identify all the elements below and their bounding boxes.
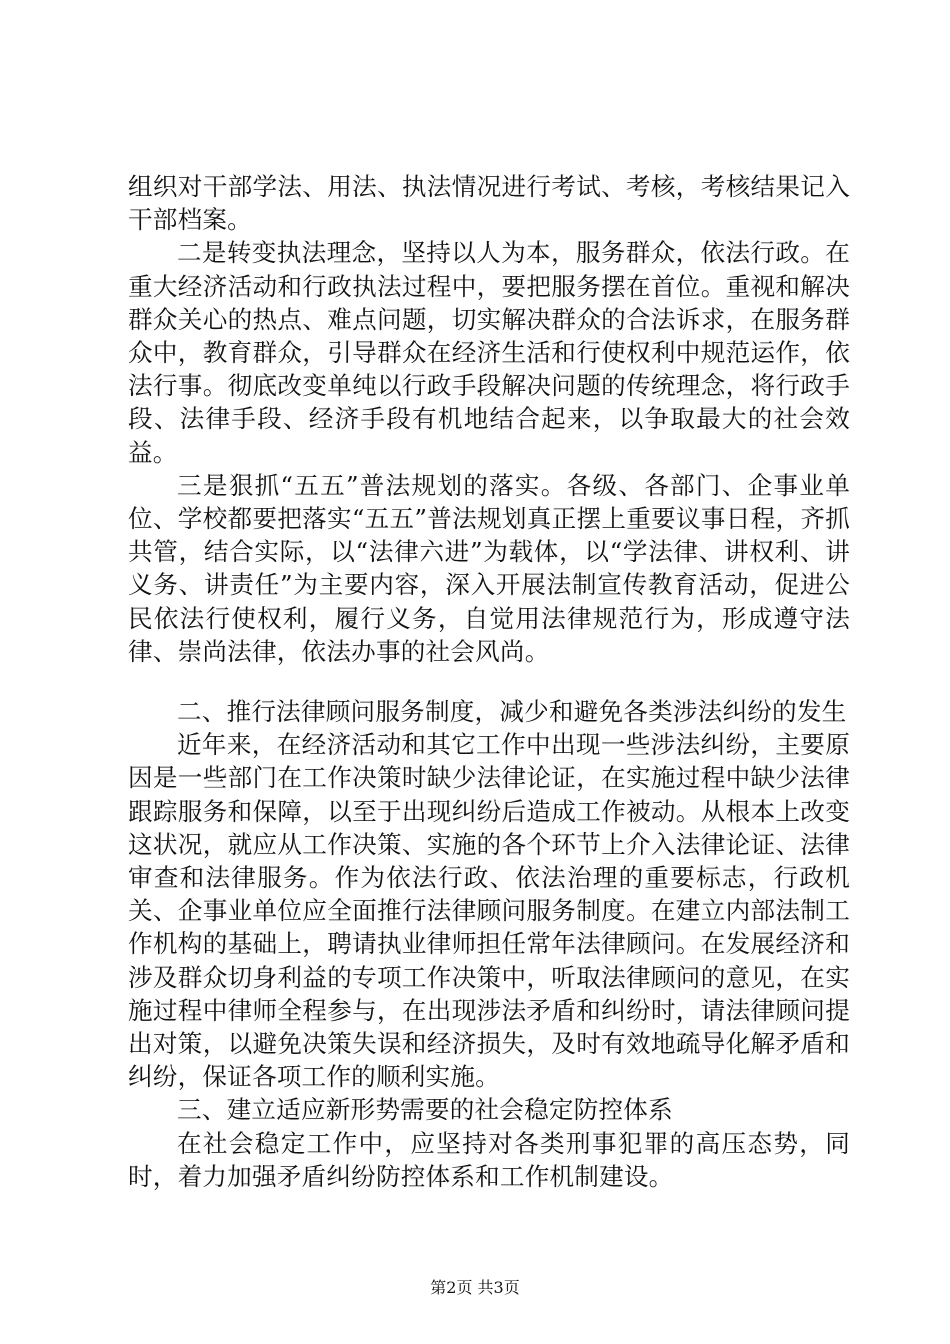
section-heading-legal-advisor: 二、推行法律顾问服务制度，减少和避免各类涉法纠纷的发生 [177, 697, 847, 727]
paragraph-five-five-plan: 三是狠抓“五五”普法规划的落实。各级、各部门、企事业单位、学校都要把落实“五五”普法规划真正摆上重要议事日程，齐抓共管，结合实际，以“法律六进”为载体，以“学法律、讲权利、讲义务、讲责任”为主要内容，深入开展法制宣传教育活动，促进公民依法行使权利，履行义务，自觉用法律规范行为，形成遵守法律、崇尚法律，依法办事的社会风尚。 [128, 470, 850, 666]
paragraph-social-stability: 在社会稳定工作中，应坚持对各类刑事犯罪的高压态势，同时，着力加强矛盾纠纷防控体系和工作机制建设。 [128, 1128, 850, 1191]
paragraph-law-enforcement-concept: 二是转变执法理念，坚持以人为本，服务群众，依法行政。在重大经济活动和行政执法过程中，要把服务摆在首位。重视和解决群众关心的热点、难点问题，切实解决群众的合法诉求，在服务群众中，教育群众，引导群众在经济生活和行使权利中规范运作，依法行事。彻底改变单纯以行政手段解决问题的传统理念，将行政手段、法律手段、经济手段有机地结合起来，以争取最大的社会效益。 [128, 238, 850, 467]
document-body [128, 170, 850, 1193]
paragraph-legal-advisor: 近年来，在经济活动和其它工作中出现一些涉法纠纷，主要原因是一些部门在工作决策时缺少法律论证，在实施过程中缺少法律跟踪服务和保障，以至于出现纠纷后造成工作被动。从根本上改变这状况，就应从工作决策、实施的各个环节上介入法律论证、法律审查和法律服务。作为依法行政、依法治理的重要标志，行政机关、企事业单位应全面推行法律顾问服务制度。在建立内部法制工作机构的基础上，聘请执业律师担任常年法律顾问。在发展经济和涉及群众切身利益的专项工作决策中，听取法律顾问的意见，在实施过程中律师全程参与，在出现涉法矛盾和纠纷时，请法律顾问提出对策，以避免决策失误和经济损失，及时有效地疏导化解矛盾和纠纷，保证各项工作的顺利实施。 [128, 730, 850, 1092]
page-number-footer: 第2页 共3页 [430, 1278, 520, 1297]
section-spacer [128, 668, 850, 695]
paragraph-continued: 组织对干部学法、用法、执法情况进行考试、考核，考核结果记入干部档案。 [128, 172, 850, 235]
section-heading-social-stability: 三、建立适应新形势需要的社会稳定防控体系 [177, 1095, 673, 1125]
